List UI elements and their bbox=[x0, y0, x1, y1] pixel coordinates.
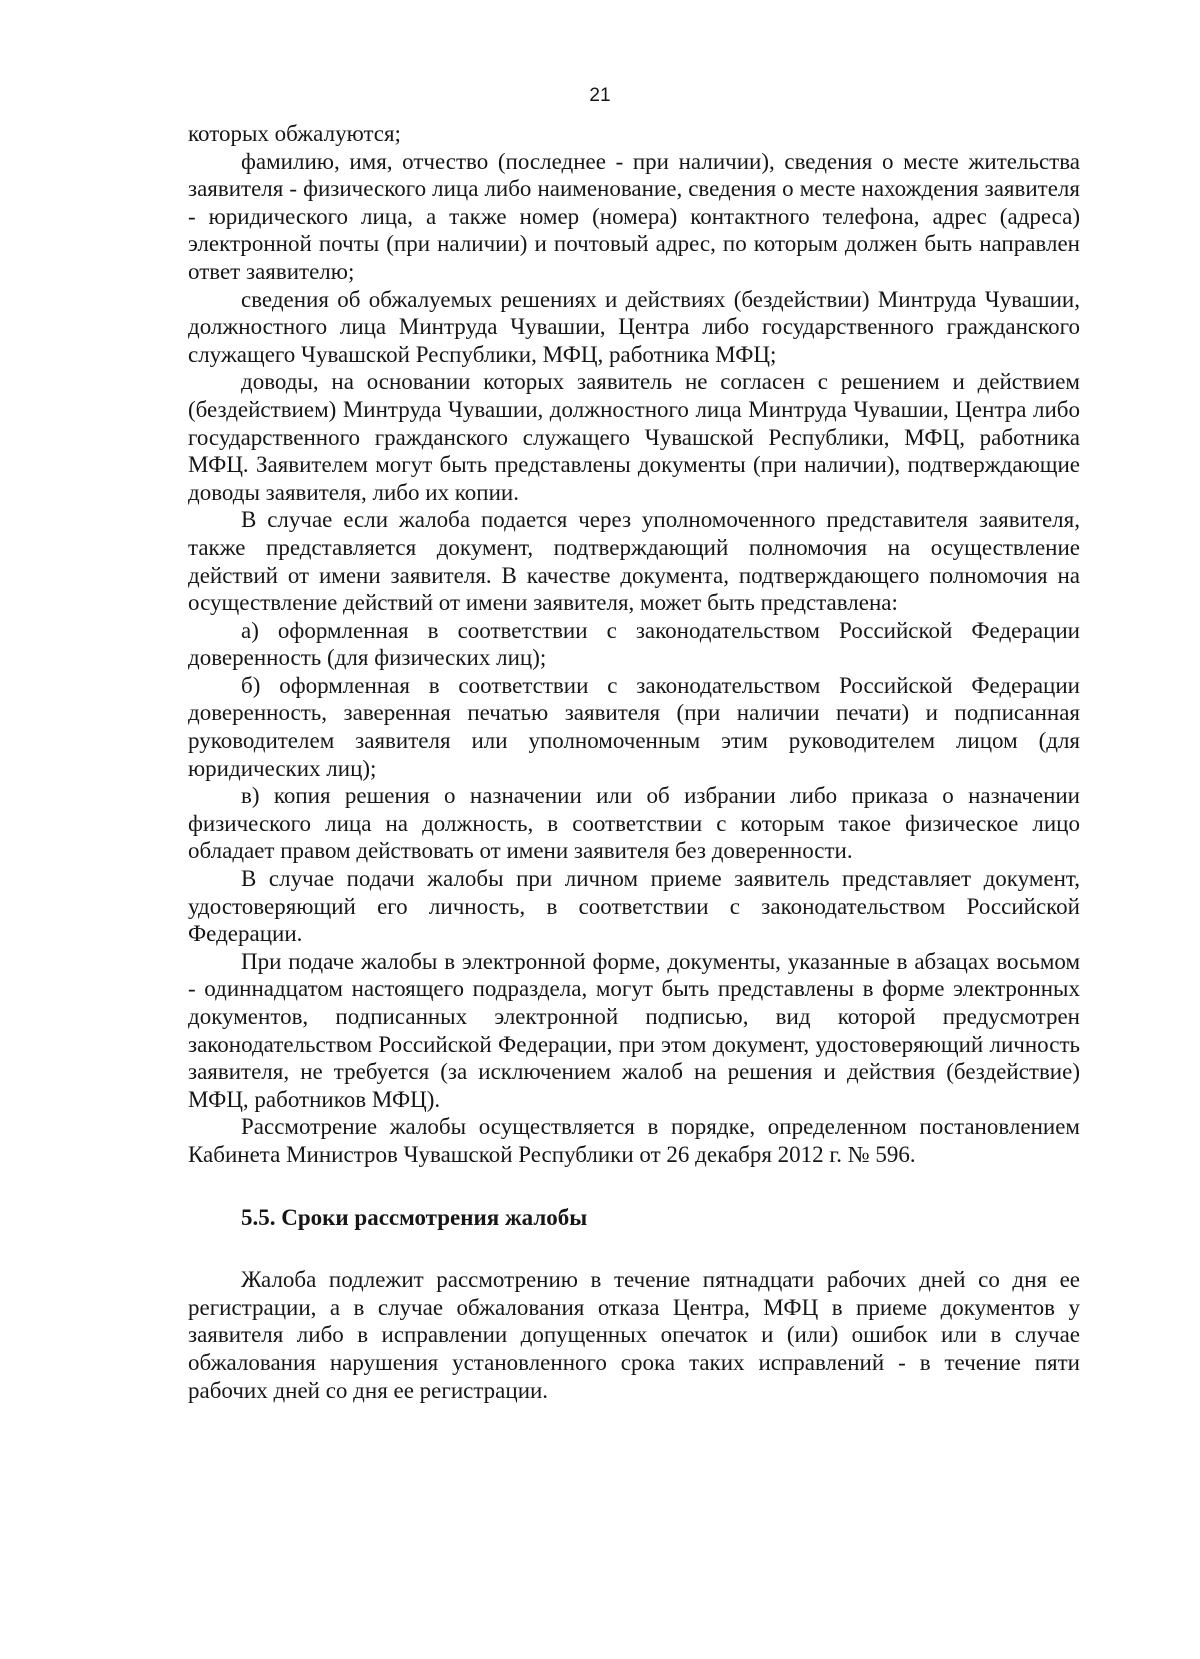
paragraph-continuation: которых обжалуются; bbox=[188, 121, 401, 146]
paragraph: В случае подачи жалобы при личном приеме заявитель представляет документ, удостоверяющий его личность, в соответствии с законодательством Российской Федерации. bbox=[188, 866, 1080, 947]
list-item-c: в) копия решения о назначении или об избрании либо приказа о назначении физического лица на должность, в соответствии с которым такое физическое лицо обладает правом действовать от имени заявителя без доверенности. bbox=[188, 783, 1080, 864]
list-item-a: а) оформленная в соответствии с законодательством Российской Федерации доверенность (для физических лиц); bbox=[188, 617, 1080, 671]
section-heading: 5.5. Сроки рассмотрения жалобы bbox=[241, 1204, 588, 1230]
document-body bbox=[188, 120, 1080, 1404]
paragraph: сведения об обжалуемых решениях и действиях (бездействии) Минтруда Чувашии, должностного лица Минтруда Чувашии, Центра либо государственного гражданского служащего Чувашской Республики, МФЦ, работника МФЦ; bbox=[188, 286, 1080, 367]
paragraph: Жалоба подлежит рассмотрению в течение пятнадцати рабочих дней со дня ее регистрации, а в случае обжалования отказа Центра, МФЦ в приеме документов у заявителя либо в исправлении допущенных опечаток и (или) ошибок или в случае обжалования нарушения установленного срока таких исправлений - в течение пяти рабочих дней со дня ее регистрации. bbox=[188, 1267, 1080, 1403]
paragraph: В случае если жалоба подается через уполномоченного представителя заявителя, также представляется документ, подтверждающий полномочия на осуществление действий от имени заявителя. В качестве документа, подтверждающего полномочия на осуществление действий от имени заявителя, может быть представлена: bbox=[188, 507, 1080, 616]
paragraph: Рассмотрение жалобы осуществляется в порядке, определенном постановлением Кабинета Министров Чувашской Республики от 26 декабря 2012 г. № 596. bbox=[188, 1114, 1080, 1167]
list-item-b: б) оформленная в соответствии с законодательством Российской Федерации доверенность, заверенная печатью заявителя (при наличии печати) и подписанная руководителем заявителя или уполномоченным этим руководителем лицом (для юридических лиц); bbox=[188, 672, 1080, 781]
paragraph: При подаче жалобы в электронной форме, документы, указанные в абзацах восьмом - одиннадцатом настоящего подраздела, могут быть представлены в форме электронных документов, подписанных электронной подписью, вид которой предусмотрен законодательством Российской Федерации, при этом документ, удостоверяющий личность заявителя, не требуется (за исключением жалоб на решения и действия (бездействие) МФЦ, работников МФЦ). bbox=[188, 948, 1080, 1112]
paragraph: доводы, на основании которых заявитель не согласен с решением и действием (бездействием) Минтруда Чувашии, должностного лица Минтруда Чувашии, Центра либо государственного гражданского служащего Чувашской Республики, МФЦ, работника МФЦ. Заявителем могут быть представлены документы (при наличии), подтверждающие доводы заявителя, либо их копии. bbox=[188, 369, 1080, 505]
paragraph: фамилию, имя, отчество (последнее - при наличии), сведения о месте жительства заявителя - физического лица либо наименование, сведения о месте нахождения заявителя - юридического лица, а также номер (номера) контактного телефона, адрес (адреса) электронной почты (при наличии) и почтовый адрес, по которым должен быть направлен ответ заявителю; bbox=[188, 148, 1080, 284]
page-number: 21 bbox=[589, 85, 611, 106]
